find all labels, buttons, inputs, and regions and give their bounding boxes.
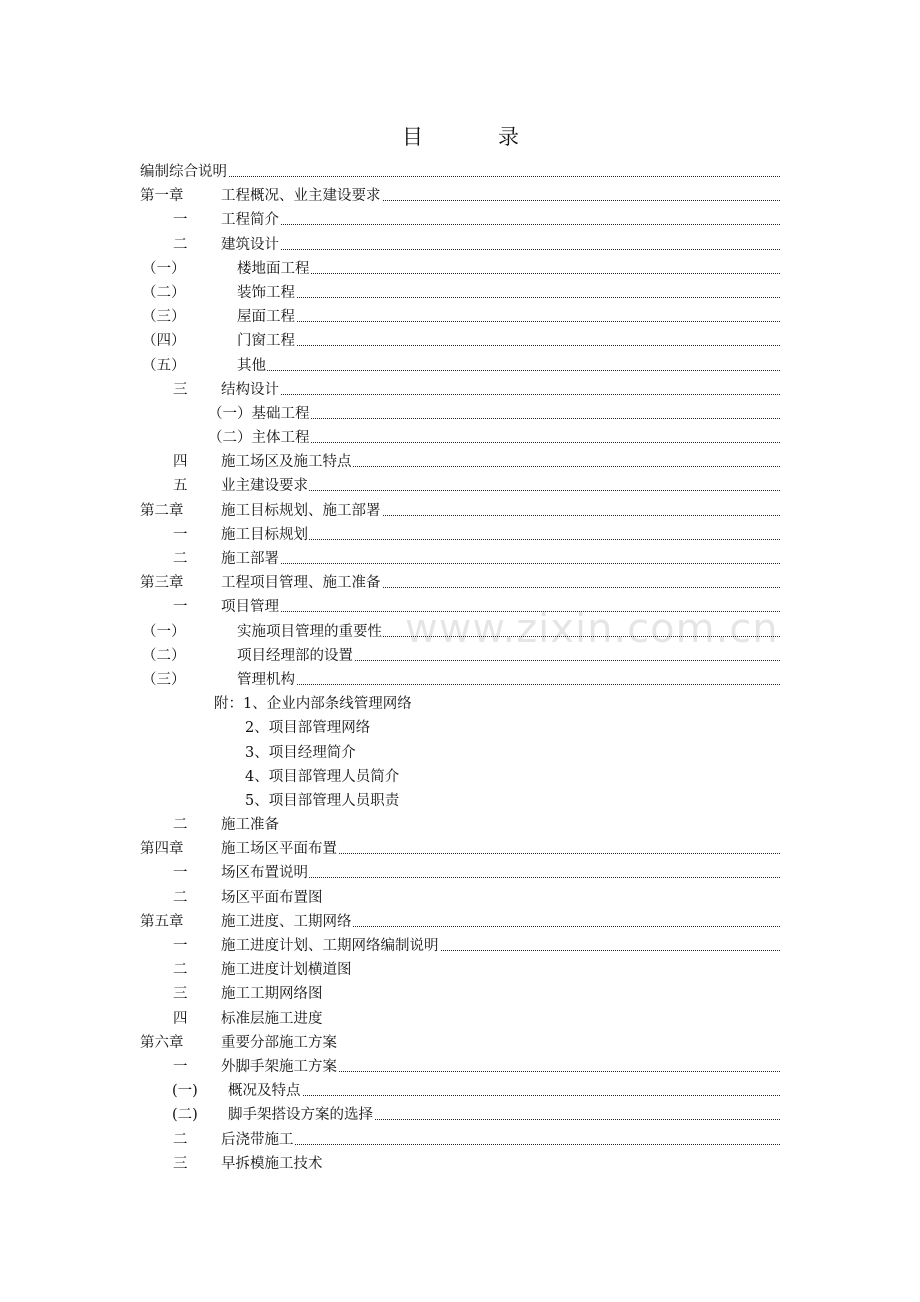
toc-entry[interactable] <box>0 426 920 450</box>
toc-entry-number: 二 <box>173 1131 188 1148</box>
toc-entry-number: (二) <box>172 1107 198 1124</box>
toc-leader-dots <box>221 1144 780 1145</box>
toc-leader-dots <box>140 176 780 177</box>
toc-entry[interactable] <box>0 741 920 765</box>
toc-leader-dots <box>228 1095 780 1096</box>
toc-entry[interactable] <box>0 1103 920 1127</box>
toc-entry[interactable] <box>0 934 920 958</box>
toc-entry-number: 第六章 <box>140 1034 184 1051</box>
toc-entry[interactable] <box>0 233 920 257</box>
toc-entry-title: 工程简介 <box>221 208 280 232</box>
toc-entry[interactable] <box>0 499 920 523</box>
toc-entry-title: 楼地面工程 <box>237 257 311 281</box>
toc-title <box>0 122 920 152</box>
toc-leader-dots <box>221 249 780 250</box>
toc-entry-number: 第五章 <box>140 913 184 930</box>
toc-entry[interactable] <box>0 1007 920 1031</box>
toc-entry-title: 编制综合说明 <box>140 160 228 184</box>
toc-entry-title: 实施项目管理的重要性 <box>237 620 383 644</box>
toc-entry[interactable] <box>0 402 920 426</box>
toc-entry-number: 二 <box>173 551 188 567</box>
toc-entry-title: 业主建设要求 <box>221 474 309 498</box>
toc-entry[interactable] <box>0 305 920 329</box>
toc-entry-number: （五） <box>142 357 186 374</box>
toc-entry-number: 一 <box>173 865 188 882</box>
toc-entry[interactable] <box>0 571 920 595</box>
toc-entry-number: 第四章 <box>140 841 184 858</box>
toc-entry-number: 四 <box>173 454 188 471</box>
toc-leader-dots <box>237 273 780 274</box>
toc-entry-title: 脚手架搭设方案的选择 <box>228 1103 374 1127</box>
toc-entry[interactable] <box>0 547 920 571</box>
toc-entry-title: 后浇带施工 <box>221 1128 295 1152</box>
toc-entry[interactable] <box>0 1128 920 1152</box>
toc-entry-number: （二） <box>142 647 186 664</box>
toc-entry-number: 三 <box>173 1155 188 1172</box>
toc-entry-title: 3、项目经理简介 <box>245 741 357 765</box>
toc-entry[interactable] <box>0 692 920 716</box>
toc-leader-dots <box>221 224 780 225</box>
toc-entry-number: （一） <box>142 260 186 277</box>
toc-entry-title: 5、项目部管理人员职责 <box>245 789 400 813</box>
toc-entry[interactable] <box>0 958 920 982</box>
toc-entry[interactable] <box>0 668 920 692</box>
toc-entry[interactable] <box>0 1152 920 1176</box>
toc-entry[interactable] <box>0 861 920 885</box>
toc-entry-title: 附：1、企业内部条线管理网络 <box>214 692 413 716</box>
toc-entry[interactable] <box>0 1031 920 1055</box>
toc-entry[interactable] <box>0 281 920 305</box>
toc-entry[interactable] <box>0 886 920 910</box>
toc-entry-title: 施工目标规划、施工部署 <box>221 499 382 523</box>
toc-entry-number: 第三章 <box>140 575 184 592</box>
toc-entry-number: 第一章 <box>140 188 184 205</box>
toc-entry[interactable] <box>0 813 920 837</box>
toc-entry[interactable] <box>0 474 920 498</box>
toc-entry[interactable] <box>0 1055 920 1079</box>
toc-entry-title: 标准层施工进度 <box>221 1007 324 1031</box>
toc-title-char-2: 录 <box>498 125 519 149</box>
toc-entry[interactable] <box>0 450 920 474</box>
toc-entry-title: 装饰工程 <box>237 281 296 305</box>
toc-entry-number: (一) <box>172 1083 198 1100</box>
toc-entry-title: 工程概况、业主建设要求 <box>221 184 382 208</box>
toc-entry-number: （四） <box>142 333 186 350</box>
toc-entry-title: 重要分部施工方案 <box>221 1031 338 1055</box>
toc-entry-number: 二 <box>173 962 188 979</box>
toc-entry-title: 建筑设计 <box>221 233 280 257</box>
toc-entry-number: （三） <box>142 671 186 688</box>
toc-entry-title: 4、项目部管理人员简介 <box>245 765 400 789</box>
toc-entry-number: 四 <box>173 1010 188 1027</box>
toc-entry[interactable] <box>0 789 920 813</box>
watermark: www.zixin.com.cn <box>405 606 779 652</box>
toc-entry-number: 一 <box>173 526 188 543</box>
toc-entry-title: 概况及特点 <box>228 1079 302 1103</box>
toc-entry-number: 一 <box>173 1058 188 1075</box>
toc-entry[interactable] <box>0 982 920 1006</box>
toc-entry[interactable] <box>0 329 920 353</box>
toc-entry-title: 管理机构 <box>237 668 296 692</box>
toc-entry-title: （二）主体工程 <box>208 426 311 450</box>
toc-entry-title: 工程项目管理、施工准备 <box>221 571 382 595</box>
toc-entry-number: 三 <box>173 986 188 1003</box>
toc-entry-number: 三 <box>173 381 188 398</box>
toc-leader-dots <box>221 394 780 395</box>
toc-entry-title: 场区布置说明 <box>221 861 309 885</box>
toc-entry-number: 一 <box>173 212 188 229</box>
table-of-contents <box>0 160 920 1176</box>
toc-entry[interactable] <box>0 837 920 861</box>
toc-entry-number: （二） <box>142 284 186 301</box>
toc-entry-number: （三） <box>142 309 186 326</box>
toc-entry[interactable] <box>0 378 920 402</box>
toc-entry-title: 施工准备 <box>221 813 280 837</box>
toc-entry-title: 2、项目部管理网络 <box>245 716 371 740</box>
toc-entry-title: 项目经理部的设置 <box>237 644 354 668</box>
toc-entry-number: 二 <box>173 817 188 834</box>
toc-entry-title: 结构设计 <box>221 378 280 402</box>
toc-entry-title: 施工目标规划 <box>221 523 309 547</box>
toc-entry[interactable] <box>0 1079 920 1103</box>
toc-entry-number: 一 <box>173 599 188 616</box>
toc-entry[interactable] <box>0 184 920 208</box>
toc-entry[interactable] <box>0 354 920 378</box>
toc-entry-title: 屋面工程 <box>237 305 296 329</box>
toc-leader-dots <box>237 684 780 685</box>
toc-entry-title: 施工进度计划横道图 <box>221 958 353 982</box>
toc-entry-title: 施工进度、工期网络 <box>221 910 353 934</box>
toc-leader-dots <box>237 297 780 298</box>
toc-entry[interactable] <box>0 257 920 281</box>
toc-entry-number: 五 <box>173 478 188 495</box>
toc-entry-title: 门窗工程 <box>237 329 296 353</box>
toc-entry-title: 早拆模施工技术 <box>221 1152 324 1176</box>
toc-entry-title: 施工工期网络图 <box>221 982 324 1006</box>
toc-entry-title: 施工部署 <box>221 547 280 571</box>
toc-entry[interactable] <box>0 765 920 789</box>
toc-entry-number: 二 <box>173 236 188 253</box>
toc-entry-number: 二 <box>173 889 188 906</box>
toc-entry-title: 其他 <box>237 354 267 378</box>
toc-entry-title: 外脚手架施工方案 <box>221 1055 338 1079</box>
toc-entry[interactable] <box>0 208 920 232</box>
toc-entry-number: （一） <box>142 623 186 640</box>
toc-leader-dots <box>237 370 780 371</box>
toc-entry-title: 施工进度计划、工期网络编制说明 <box>221 934 440 958</box>
toc-entry-title: 项目管理 <box>221 595 280 619</box>
toc-leader-dots <box>221 563 780 564</box>
toc-title-char-1: 目 <box>402 125 423 149</box>
toc-entry-title: 施工场区及施工特点 <box>221 450 353 474</box>
toc-entry-number: 第二章 <box>140 502 184 519</box>
toc-entry[interactable] <box>0 523 920 547</box>
toc-entry-title: （一）基础工程 <box>208 402 311 426</box>
toc-leader-dots <box>237 321 780 322</box>
toc-entry-title: 场区平面布置图 <box>221 886 324 910</box>
toc-entry[interactable] <box>0 910 920 934</box>
toc-entry[interactable] <box>0 160 920 184</box>
toc-entry[interactable] <box>0 716 920 740</box>
toc-entry-title: 施工场区平面布置 <box>221 837 338 861</box>
toc-entry-number: 一 <box>173 938 188 954</box>
toc-leader-dots <box>237 345 780 346</box>
